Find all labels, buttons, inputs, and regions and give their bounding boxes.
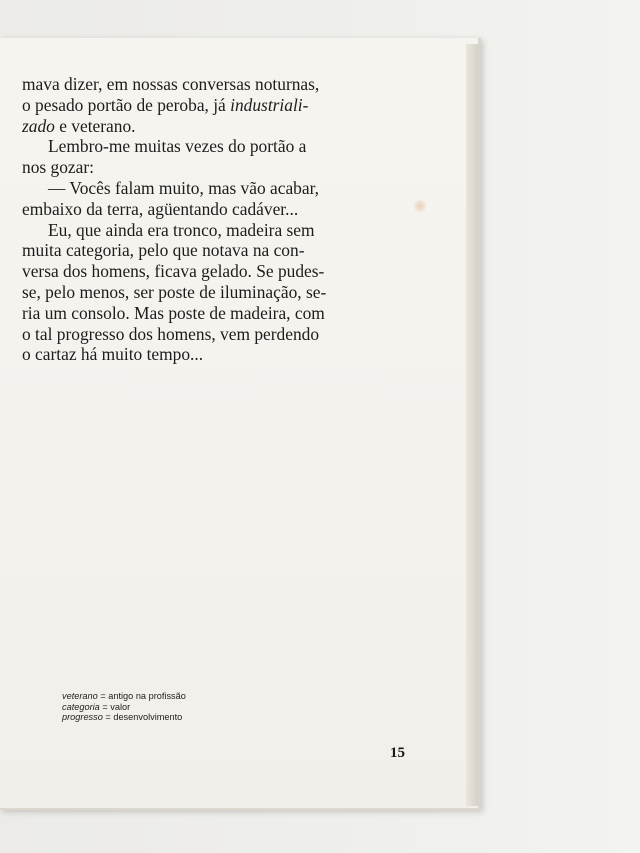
- paper-stain: [414, 200, 426, 212]
- text-line: zado e veterano.: [22, 115, 136, 136]
- text-line: Lembro-me muitas vezes do portão a: [48, 136, 307, 157]
- text-line: [22, 95, 414, 116]
- text-line: muita categoria, pelo que notava na con-: [22, 240, 305, 261]
- text-line: — Vocês falam muito, mas vão acabar,: [48, 177, 320, 198]
- text-line: se, pelo menos, ser poste de iluminação, se-: [22, 281, 327, 302]
- glossary-definition: = desenvolvimento: [102, 712, 183, 722]
- paragraph-2: [22, 136, 414, 178]
- paragraph-4: [22, 220, 414, 366]
- body-text: [22, 74, 414, 365]
- glossary-term: categoria: [62, 701, 100, 712]
- page-edge: [466, 44, 478, 806]
- text-line: o tal progresso dos homens, vem perdendo: [22, 323, 320, 344]
- glossary-entry: [62, 702, 186, 713]
- text-line: nos gozar:: [22, 157, 94, 178]
- glossary-definition: = antigo na profissão: [97, 691, 186, 701]
- italic-word: industriali-: [230, 94, 309, 115]
- glossary-term: progresso: [62, 712, 103, 722]
- paragraph-1: [22, 74, 414, 136]
- text-line: versa dos homens, ficava gelado. Se pudes-: [22, 261, 325, 282]
- glossary-term: veterano: [62, 691, 98, 701]
- text-line: ria um consolo. Mas poste de madeira, com: [22, 302, 325, 323]
- text-line: Eu, que ainda era tronco, madeira sem: [48, 219, 315, 240]
- glossary-footnote: [62, 691, 186, 723]
- text-line: o cartaz há muito tempo...: [22, 344, 204, 365]
- glossary-entry: [62, 712, 186, 723]
- text-line: mava dizer, em nossas conversas noturnas,: [22, 74, 320, 94]
- glossary-definition: = valor: [99, 701, 131, 712]
- text-line-part: o pesado portão de peroba, já industriali-: [22, 94, 309, 115]
- paragraph-3: [22, 178, 414, 220]
- italic-word: zado: [22, 115, 55, 136]
- text-line: embaixo da terra, agüentando cadáver...: [22, 198, 299, 219]
- glossary-entry: [62, 691, 186, 702]
- page-number: 15: [390, 745, 405, 761]
